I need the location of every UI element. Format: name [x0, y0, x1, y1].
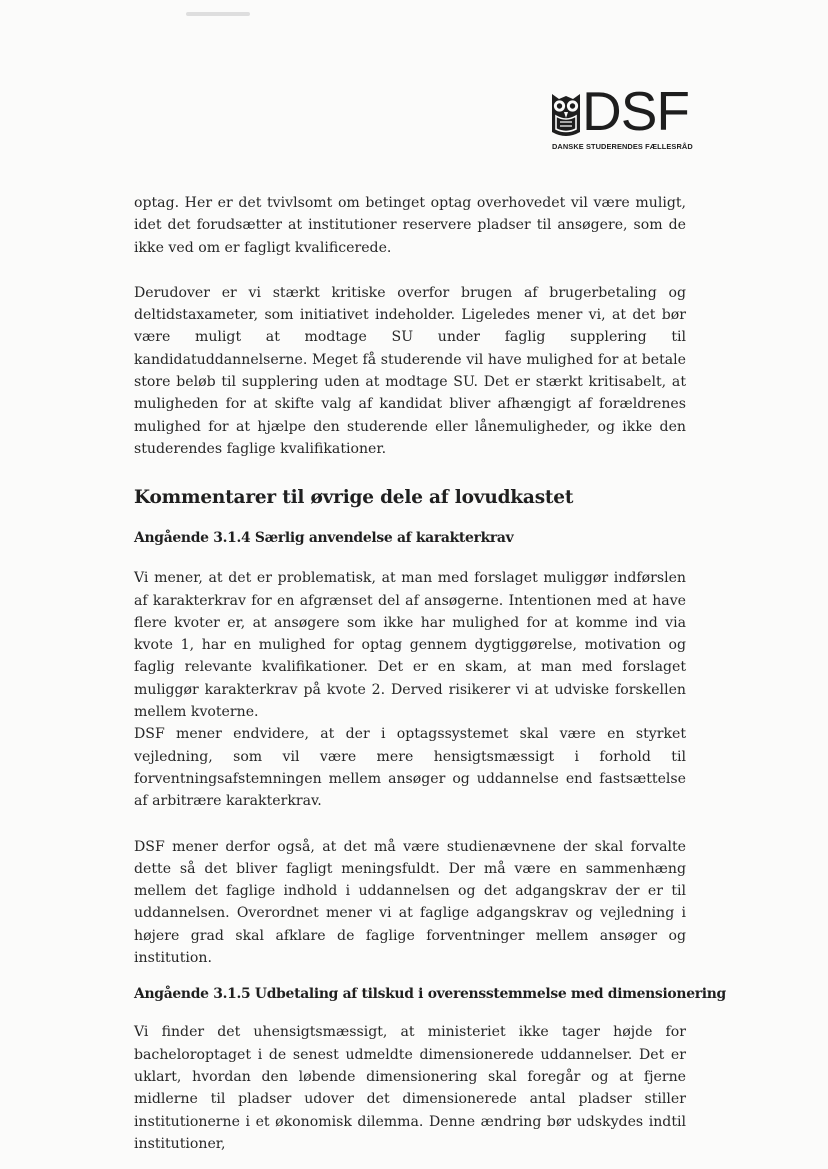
dsf-logo: [551, 80, 693, 156]
logo-subtitle: DANSKE STUDERENDES FÆLLESRÅD: [552, 142, 693, 151]
subsection-heading-3-1-4: Angående 3.1.4 Særlig anvendelse af karakterkrav: [134, 530, 514, 547]
spacer: [134, 813, 686, 836]
owl-icon: [551, 92, 581, 138]
spacer: [134, 969, 686, 983]
paragraph-3: Vi mener, at det er problematisk, at man med forslaget muliggør indførslen af karakterkrav for en afgrænset del af ansøgerne. Intentionen med at have flere kvoter er, at ansøgere som ikke har mulighed for at komme ind via kvote 1, har en mulighed for optag gennem dygtiggørelse, motivation og faglig relevante kvalifikationer. Det er en skam, at man med forslaget muliggør karakterkrav på kvote 2. Derved risikerer vi at udviske forskellen mellem kvoterne.: [134, 570, 686, 721]
paragraph-4: DSF mener endvidere, at der i optagssystemet skal være en styrket vejledning, som vil være mere hensigtsmæssigt i forhold til forventningsafstemningen mellem ansøger og uddannelse end fastsættelse af arbitrære karakterkrav.: [134, 726, 686, 810]
document-body: [134, 192, 726, 1155]
section-heading: Kommentarer til øvrige dele af lovudkastet: [134, 487, 574, 509]
paragraph-2: Derudover er vi stærkt kritiske overfor brugen af brugerbetaling og deltidstaxameter, som initiativet indeholder. Ligeledes mener vi, at det bør være muligt at modtage SU under faglig supplering til kandidatuddannelserne. Meget få studerende vil have mulighed for at betale store beløb til supplering uden at modtage SU. Det er stærkt kritisabelt, at muligheden for at skifte valg af kandidat bliver afhængigt af forældrenes mulighed for at hjælpe den studerende eller lånemuligheder, og ikke den studerendes faglige kvalifikationer.: [134, 284, 686, 457]
paragraph-1: optag. Her er det tvivlsomt om betinget optag overhovedet vil være muligt, idet det forudsætter at institutioner reservere pladser til ansøgere, som de ikke ved om er fagligt kvalificerede.: [134, 195, 686, 256]
subsection-heading-3-1-5: Angående 3.1.5 Udbetaling af tilskud i overensstemmelse med dimensionering: [134, 986, 726, 1003]
spacer: [134, 1005, 686, 1021]
paragraph-6: Vi finder det uhensigtsmæssigt, at ministeriet ikke tager højde for bacheloroptaget i de senest udmeldte dimensionerede uddannelser. Det er uklart, hvordan den løbende dimensionering skal foregår og at fjerne midlerne til pladser udover det dimensionerede antal pladser stiller institutionerne i et økonomisk dilemma. Denne ændring bør udskydes indtil institutioner,: [134, 1024, 686, 1152]
paragraph-5: DSF mener derfor også, at det må være studienævnene der skal forvalte dette så det bliver fagligt meningsfuldt. Der må være en sammenhæng mellem det faglige indhold i uddannelsen og det adgangskrav der er til uddannelsen. Overordnet mener vi at faglige adgangskrav og vejledning i højere grad skal afklare de faglige forventninger mellem ansøger og institution.: [134, 838, 686, 967]
spacer: [134, 511, 686, 527]
spacer: [134, 460, 686, 485]
scan-artifact: [186, 12, 250, 16]
spacer: [134, 259, 686, 282]
logo-wordmark: DSF: [582, 80, 689, 142]
spacer: [134, 549, 686, 567]
